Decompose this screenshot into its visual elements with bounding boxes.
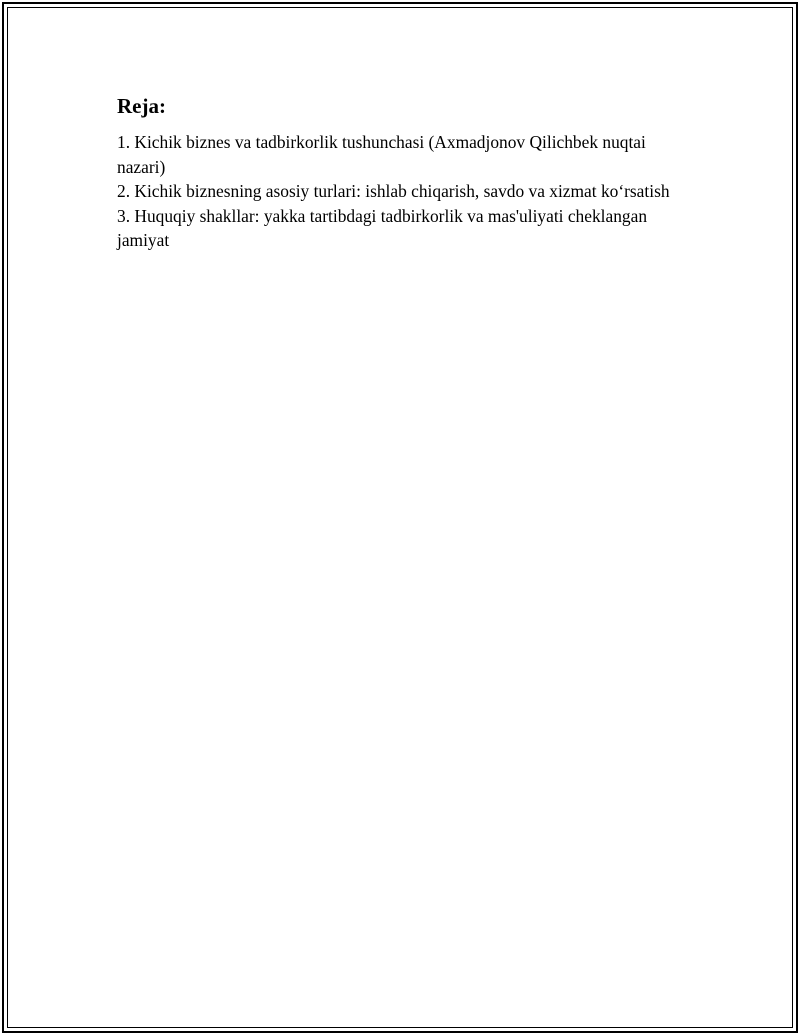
plan-item-3: 3. Huquqiy shakllar: yakka tartibdagi tadbirkorlik va mas'uliyati cheklangan jamiyat xyxy=(117,205,648,250)
plan-item-2: 2. Kichik biznesning asosiy turlari: ishlab chiqarish, savdo va xizmat ko‘rsatish xyxy=(117,181,670,201)
plan-item-1: 1. Kichik biznes va tadbirkorlik tushunchasi (Axmadjonov Qilichbek nuqtai nazari) xyxy=(117,132,646,177)
plan-list xyxy=(117,130,687,253)
plan-heading: Reja: xyxy=(117,94,166,118)
document-body xyxy=(117,92,687,253)
